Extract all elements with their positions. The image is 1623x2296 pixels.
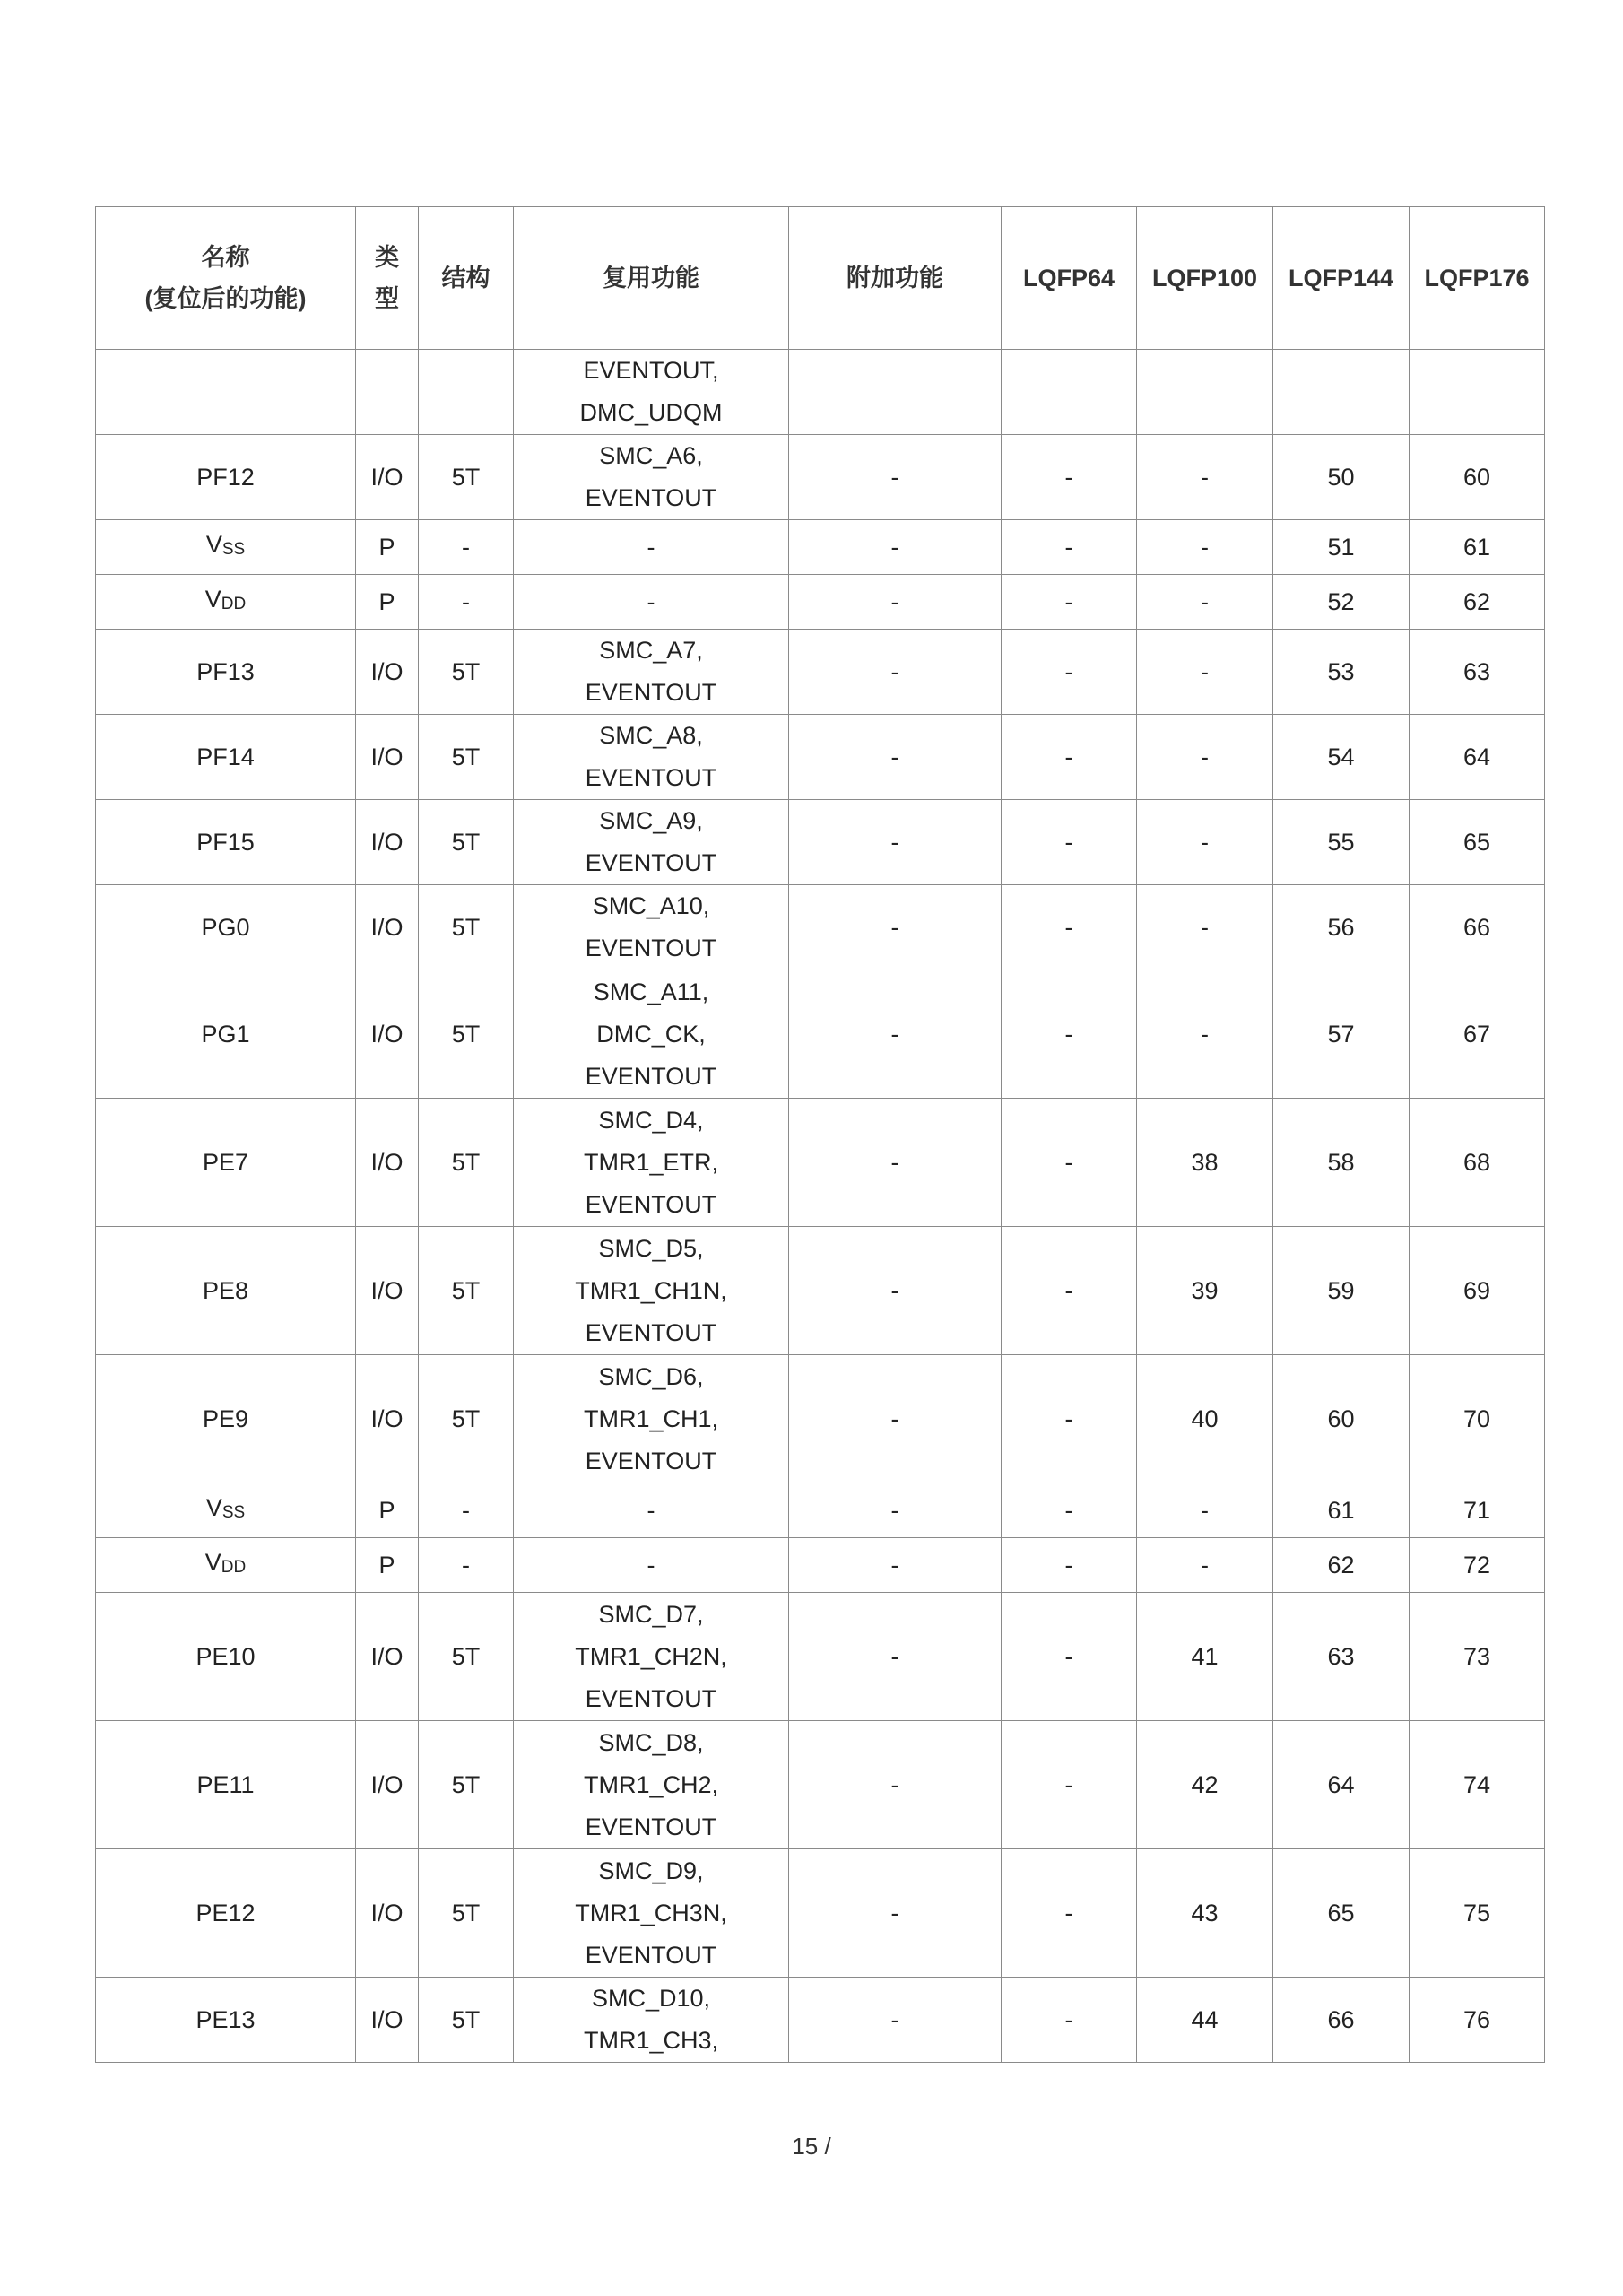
additional-functions-cell: - [789,1721,1002,1849]
lqfp176-pin-cell: 71 [1410,1483,1545,1538]
lqfp100-pin-cell: - [1137,435,1273,520]
pin-name-cell: PG0 [96,885,356,970]
lqfp100-pin-cell: 44 [1137,1978,1273,2063]
alt-function-line: EVENTOUT [585,849,717,876]
header-lqfp144: LQFP144 [1273,207,1410,350]
pin-type-cell: P [356,520,419,575]
lqfp64-pin-cell: - [1002,575,1137,630]
lqfp64-pin-cell: - [1002,1849,1137,1978]
table-row [96,630,1545,715]
table-row [96,1483,1545,1538]
alt-function-line: EVENTOUT [585,1190,717,1218]
lqfp176-pin-cell: 61 [1410,520,1545,575]
alt-functions-cell [514,1355,789,1483]
lqfp176-pin-cell: 76 [1410,1978,1545,2063]
additional-functions-cell: - [789,1849,1002,1978]
lqfp144-pin-cell: 54 [1273,715,1410,800]
pin-structure-cell: 5T [419,970,514,1099]
lqfp176-pin-cell: 63 [1410,630,1545,715]
pin-type-cell [356,350,419,435]
lqfp100-pin-cell: - [1137,1483,1273,1538]
alt-function-line: DMC_CK, [596,1020,706,1048]
pin-type-cell: I/O [356,970,419,1099]
table-row [96,1227,1545,1355]
pin-name-cell: PF14 [96,715,356,800]
pin-name-main: V [205,531,222,558]
lqfp100-pin-cell: - [1137,575,1273,630]
additional-functions-cell: - [789,1227,1002,1355]
alt-function-line: SMC_D8, [598,1728,704,1756]
header-type-line1: 类 [375,244,399,271]
alt-function-line: SMC_A10, [592,892,710,919]
alt-function-line: TMR1_ETR, [583,1148,719,1176]
lqfp64-pin-cell: - [1002,435,1137,520]
table-row [96,800,1545,885]
pin-name-subscript: SS [221,1503,246,1522]
lqfp176-pin-cell: 73 [1410,1593,1545,1721]
lqfp100-pin-cell: 41 [1137,1593,1273,1721]
additional-functions-cell: - [789,1355,1002,1483]
additional-functions-cell: - [789,435,1002,520]
pin-structure-cell: 5T [419,1978,514,2063]
pin-structure-cell: 5T [419,1355,514,1483]
alt-functions-cell [514,575,789,630]
table-row [96,970,1545,1099]
pin-structure-cell: 5T [419,1227,514,1355]
pin-structure-cell: - [419,520,514,575]
pin-type-cell: I/O [356,435,419,520]
header-type-line2: 型 [375,285,399,312]
pin-structure-cell: 5T [419,1593,514,1721]
alt-functions-cell [514,800,789,885]
pin-type-cell: I/O [356,715,419,800]
pin-type-cell: I/O [356,800,419,885]
lqfp100-pin-cell: - [1137,1538,1273,1593]
alt-functions-cell [514,885,789,970]
pin-name-subscript: DD [221,595,247,613]
lqfp176-pin-cell: 64 [1410,715,1545,800]
pin-name-cell: PE12 [96,1849,356,1978]
pin-type-cell: P [356,575,419,630]
lqfp176-pin-cell: 75 [1410,1849,1545,1978]
alt-functions-cell [514,1483,789,1538]
alt-function-line: TMR1_CH1, [583,1405,719,1432]
table-row [96,1099,1545,1227]
lqfp176-pin-cell: 70 [1410,1355,1545,1483]
pin-type-cell: I/O [356,1227,419,1355]
alt-function-line: EVENTOUT [585,1447,717,1474]
pin-name-cell [96,575,356,630]
table-row [96,350,1545,435]
alt-function-line: - [647,533,655,561]
lqfp144-pin-cell: 52 [1273,575,1410,630]
pin-type-cell: P [356,1483,419,1538]
alt-functions-cell [514,1227,789,1355]
lqfp100-pin-cell [1137,350,1273,435]
lqfp100-pin-cell: - [1137,800,1273,885]
lqfp100-pin-cell: - [1137,630,1273,715]
lqfp176-pin-cell: 74 [1410,1721,1545,1849]
pin-structure-cell: - [419,1538,514,1593]
lqfp64-pin-cell: - [1002,1483,1137,1538]
alt-function-line: EVENTOUT, [583,357,719,384]
additional-functions-cell: - [789,575,1002,630]
table-row [96,885,1545,970]
alt-functions-cell [514,520,789,575]
alt-function-line: SMC_D6, [598,1362,704,1390]
alt-function-line: - [647,1496,655,1524]
table-row [96,575,1545,630]
pin-structure-cell: 5T [419,630,514,715]
lqfp100-pin-cell: - [1137,885,1273,970]
additional-functions-cell: - [789,885,1002,970]
alt-function-line: - [647,1551,655,1578]
table-row [96,520,1545,575]
lqfp144-pin-cell: 53 [1273,630,1410,715]
alt-function-line: SMC_A9, [599,807,703,834]
alt-function-line: SMC_D7, [598,1600,704,1628]
pin-type-cell: I/O [356,1721,419,1849]
pin-type-cell: I/O [356,630,419,715]
lqfp100-pin-cell: 39 [1137,1227,1273,1355]
pin-definition-sheet [95,206,1544,2063]
pin-type-cell: I/O [356,1978,419,2063]
additional-functions-cell: - [789,1538,1002,1593]
lqfp144-pin-cell: 61 [1273,1483,1410,1538]
pin-name-cell: PG1 [96,970,356,1099]
pin-type-cell: I/O [356,1593,419,1721]
table-row [96,1538,1545,1593]
pin-name-subscript: DD [221,1558,247,1577]
lqfp144-pin-cell: 65 [1273,1849,1410,1978]
pin-structure-cell [419,350,514,435]
alt-functions-cell [514,435,789,520]
pin-type-cell: P [356,1538,419,1593]
lqfp176-pin-cell: 66 [1410,885,1545,970]
lqfp64-pin-cell: - [1002,1593,1137,1721]
alt-functions-cell [514,1538,789,1593]
table-row [96,435,1545,520]
lqfp64-pin-cell: - [1002,1538,1137,1593]
additional-functions-cell: - [789,715,1002,800]
lqfp144-pin-cell: 63 [1273,1593,1410,1721]
lqfp176-pin-cell: 60 [1410,435,1545,520]
alt-function-line: TMR1_CH1N, [575,1276,727,1304]
alt-functions-cell [514,630,789,715]
alt-functions-cell [514,715,789,800]
lqfp144-pin-cell: 66 [1273,1978,1410,2063]
pin-type-cell: I/O [356,1099,419,1227]
pin-name-cell: PE7 [96,1099,356,1227]
pin-structure-cell: - [419,575,514,630]
pin-name-cell: PE13 [96,1978,356,2063]
additional-functions-cell: - [789,1483,1002,1538]
pin-structure-cell: 5T [419,715,514,800]
table-body [96,350,1545,2063]
table-row [96,1721,1545,1849]
table-row [96,1355,1545,1483]
alt-functions-cell [514,1849,789,1978]
page-number: 15 / [792,2133,831,2160]
pin-name-cell: PE11 [96,1721,356,1849]
lqfp176-pin-cell: 65 [1410,800,1545,885]
lqfp176-pin-cell: 69 [1410,1227,1545,1355]
pin-type-cell: I/O [356,885,419,970]
pin-name-cell [96,1483,356,1538]
pin-name-cell: PE8 [96,1227,356,1355]
additional-functions-cell: - [789,520,1002,575]
header-name-line2: (复位后的功能) [144,285,307,312]
pin-type-cell: I/O [356,1849,419,1978]
alt-function-line: DMC_UDQM [579,399,723,426]
alt-function-line: EVENTOUT [585,1062,717,1090]
alt-function-line: TMR1_CH2N, [575,1642,727,1670]
pin-name-cell: PF15 [96,800,356,885]
alt-function-line: SMC_D9, [598,1857,704,1884]
header-name [96,207,356,350]
lqfp144-pin-cell: 59 [1273,1227,1410,1355]
lqfp100-pin-cell: 38 [1137,1099,1273,1227]
lqfp144-pin-cell: 58 [1273,1099,1410,1227]
lqfp100-pin-cell: - [1137,520,1273,575]
alt-function-line: TMR1_CH3N, [575,1899,727,1926]
alt-function-line: TMR1_CH3, [583,2027,719,2054]
pin-name-subscript: SS [221,540,246,559]
alt-function-line: SMC_D10, [591,1985,711,2012]
alt-functions-cell [514,970,789,1099]
alt-function-line: EVENTOUT [585,764,717,791]
additional-functions-cell: - [789,1978,1002,2063]
alt-functions-cell [514,1721,789,1849]
alt-function-line: SMC_A6, [599,442,703,469]
header-lqfp100: LQFP100 [1137,207,1273,350]
header-name-line1: 名称 [201,244,250,271]
lqfp64-pin-cell: - [1002,630,1137,715]
header-lqfp64: LQFP64 [1002,207,1137,350]
alt-function-line: SMC_A7, [599,637,703,664]
lqfp100-pin-cell: - [1137,715,1273,800]
lqfp64-pin-cell: - [1002,970,1137,1099]
pin-structure-cell: 5T [419,885,514,970]
additional-functions-cell [789,350,1002,435]
lqfp100-pin-cell: 40 [1137,1355,1273,1483]
lqfp176-pin-cell: 62 [1410,575,1545,630]
alt-function-line: - [647,587,655,615]
pin-name-cell [96,350,356,435]
lqfp64-pin-cell: - [1002,885,1137,970]
lqfp100-pin-cell: - [1137,970,1273,1099]
lqfp64-pin-cell: - [1002,1721,1137,1849]
additional-functions-cell: - [789,1593,1002,1721]
lqfp64-pin-cell: - [1002,1227,1137,1355]
header-type [356,207,419,350]
pin-name-main: V [204,586,221,613]
lqfp144-pin-cell: 55 [1273,800,1410,885]
lqfp144-pin-cell: 56 [1273,885,1410,970]
pin-name-cell: PE10 [96,1593,356,1721]
alt-function-line: SMC_D5, [598,1234,704,1262]
table-header-row [96,207,1545,350]
pin-structure-cell: 5T [419,800,514,885]
pin-name-main: V [205,1494,222,1521]
table-row [96,1849,1545,1978]
alt-function-line: EVENTOUT [585,484,717,511]
lqfp176-pin-cell [1410,350,1545,435]
additional-functions-cell: - [789,630,1002,715]
alt-function-line: EVENTOUT [585,1941,717,1969]
alt-function-line: EVENTOUT [585,679,717,706]
alt-functions-cell [514,1099,789,1227]
table-row [96,715,1545,800]
alt-functions-cell [514,350,789,435]
pin-name-cell [96,520,356,575]
additional-functions-cell: - [789,970,1002,1099]
header-additional-functions: 附加功能 [789,207,1002,350]
lqfp64-pin-cell: - [1002,800,1137,885]
additional-functions-cell: - [789,1099,1002,1227]
alt-function-line: TMR1_CH2, [583,1770,719,1798]
table-row [96,1978,1545,2063]
pin-name-cell: PF13 [96,630,356,715]
lqfp64-pin-cell: - [1002,1099,1137,1227]
lqfp64-pin-cell: - [1002,1355,1137,1483]
header-lqfp176: LQFP176 [1410,207,1545,350]
pin-structure-cell: 5T [419,435,514,520]
lqfp64-pin-cell: - [1002,715,1137,800]
lqfp144-pin-cell: 64 [1273,1721,1410,1849]
lqfp176-pin-cell: 68 [1410,1099,1545,1227]
lqfp176-pin-cell: 72 [1410,1538,1545,1593]
pin-name-cell: PF12 [96,435,356,520]
alt-function-line: EVENTOUT [585,935,717,961]
lqfp144-pin-cell: 50 [1273,435,1410,520]
additional-functions-cell: - [789,800,1002,885]
pin-name-cell: PE9 [96,1355,356,1483]
alt-function-line: SMC_A11, [593,978,709,1005]
header-alt-functions: 复用功能 [514,207,789,350]
lqfp144-pin-cell [1273,350,1410,435]
header-structure: 结构 [419,207,514,350]
pin-structure-cell: 5T [419,1721,514,1849]
alt-function-line: EVENTOUT [585,1318,717,1346]
lqfp144-pin-cell: 60 [1273,1355,1410,1483]
lqfp100-pin-cell: 42 [1137,1721,1273,1849]
pin-structure-cell: 5T [419,1099,514,1227]
lqfp176-pin-cell: 67 [1410,970,1545,1099]
pin-structure-cell: 5T [419,1849,514,1978]
pin-structure-cell: - [419,1483,514,1538]
table-row [96,1593,1545,1721]
pin-type-cell: I/O [356,1355,419,1483]
lqfp64-pin-cell: - [1002,1978,1137,2063]
lqfp64-pin-cell [1002,350,1137,435]
alt-function-line: SMC_A8, [599,722,703,749]
pin-name-main: V [204,1549,221,1576]
alt-function-line: EVENTOUT [585,1684,717,1712]
lqfp144-pin-cell: 51 [1273,520,1410,575]
alt-functions-cell [514,1978,789,2063]
alt-function-line: SMC_D4, [598,1106,704,1134]
lqfp144-pin-cell: 57 [1273,970,1410,1099]
lqfp144-pin-cell: 62 [1273,1538,1410,1593]
pin-definition-table [95,206,1545,2063]
pin-name-cell [96,1538,356,1593]
alt-function-line: EVENTOUT [585,1813,717,1840]
lqfp100-pin-cell: 43 [1137,1849,1273,1978]
alt-functions-cell [514,1593,789,1721]
lqfp64-pin-cell: - [1002,520,1137,575]
